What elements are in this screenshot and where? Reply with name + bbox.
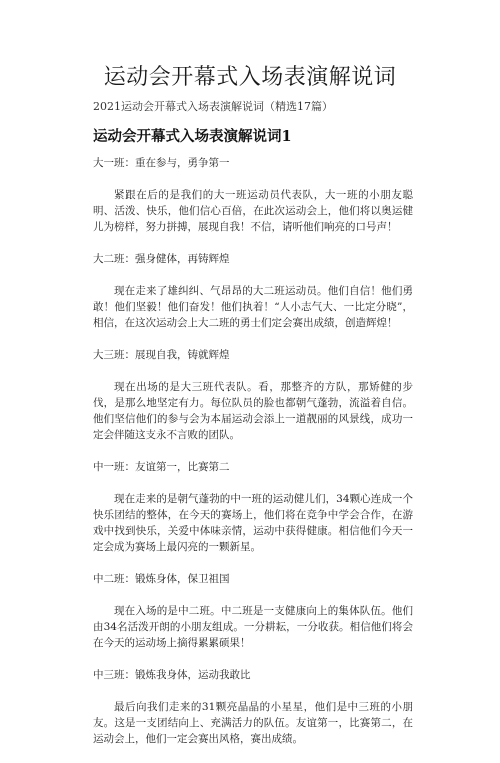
class-heading: 大二班：强身健体，再铸辉煌 <box>93 253 230 265</box>
paragraph: 现在走来的是朝气蓬勃的中一班的运动健儿们，34颗心连成一个快乐团结的整体，在今天的赛场上，他们将在竞争中学会合作，在游戏中找到快乐，关爱中体味亲情，运动中获得健康。相信他们今天一定会成为赛场上最闪亮的一颗新星。 <box>93 493 413 553</box>
page-title: 运动会开幕式入场表演解说词 <box>103 65 397 90</box>
paragraph: 紧跟在后的是我们的大一班运动员代表队，大一班的小朋友聪明、活泼、快乐，他们信心百倍，在此次运动会上，他们将以奥运健儿为榜样，努力拼搏，展现自我！不信，请听他们响亮的口号声！ <box>93 189 413 233</box>
paragraph: 最后向我们走来的31颗亮晶晶的小星星，他们是中三班的小朋友。这是一支团结向上、充满活力的队伍。友谊第一，比赛第二，在运动会上，他们一定会赛出风格，赛出成绩。 <box>93 701 413 745</box>
class-heading: 中一班：友谊第一，比赛第二 <box>93 461 230 473</box>
paragraph: 现在出场的是大三班代表队。看，那整齐的方队，那矫健的步伐，是那么地坚定有力。每位队员的脸也都朝气蓬勃，流溢着自信。他们坚信他们的参与会为本届运动会添上一道靓丽的风景线，成功一定会伴随这支永不言败的团队。 <box>93 381 413 441</box>
class-heading: 中三班：锻炼我身体，运动我敢比 <box>93 669 251 681</box>
paragraph: 现在入场的是中二班。中二班是一支健康向上的集体队伍。他们由34名活泼开朗的小朋友组成。一分耕耘，一分收获。相信他们将会在今天的运动场上摘得累累硕果！ <box>93 605 413 649</box>
document-body <box>93 155 413 763</box>
section-title: 运动会开幕式入场表演解说词1 <box>93 128 292 145</box>
class-heading: 大三班：展现自我，铸就辉煌 <box>93 349 230 361</box>
class-heading: 大一班：重在参与，勇争第一 <box>93 157 230 169</box>
paragraph: 现在走来了雄纠纠、气昂昂的大二班运动员。他们自信！他们勇敢！他们坚毅！他们奋发！他们执着！“人小志气大、一比定分晓”，相信，在这次运动会上大二班的勇士们定会赛出成绩，创造辉煌！ <box>93 285 413 329</box>
document-subtitle: 2021运动会开幕式入场表演解说词（精选17篇） <box>93 100 333 113</box>
class-heading: 中二班：锻炼身体，保卫祖国 <box>93 573 230 585</box>
